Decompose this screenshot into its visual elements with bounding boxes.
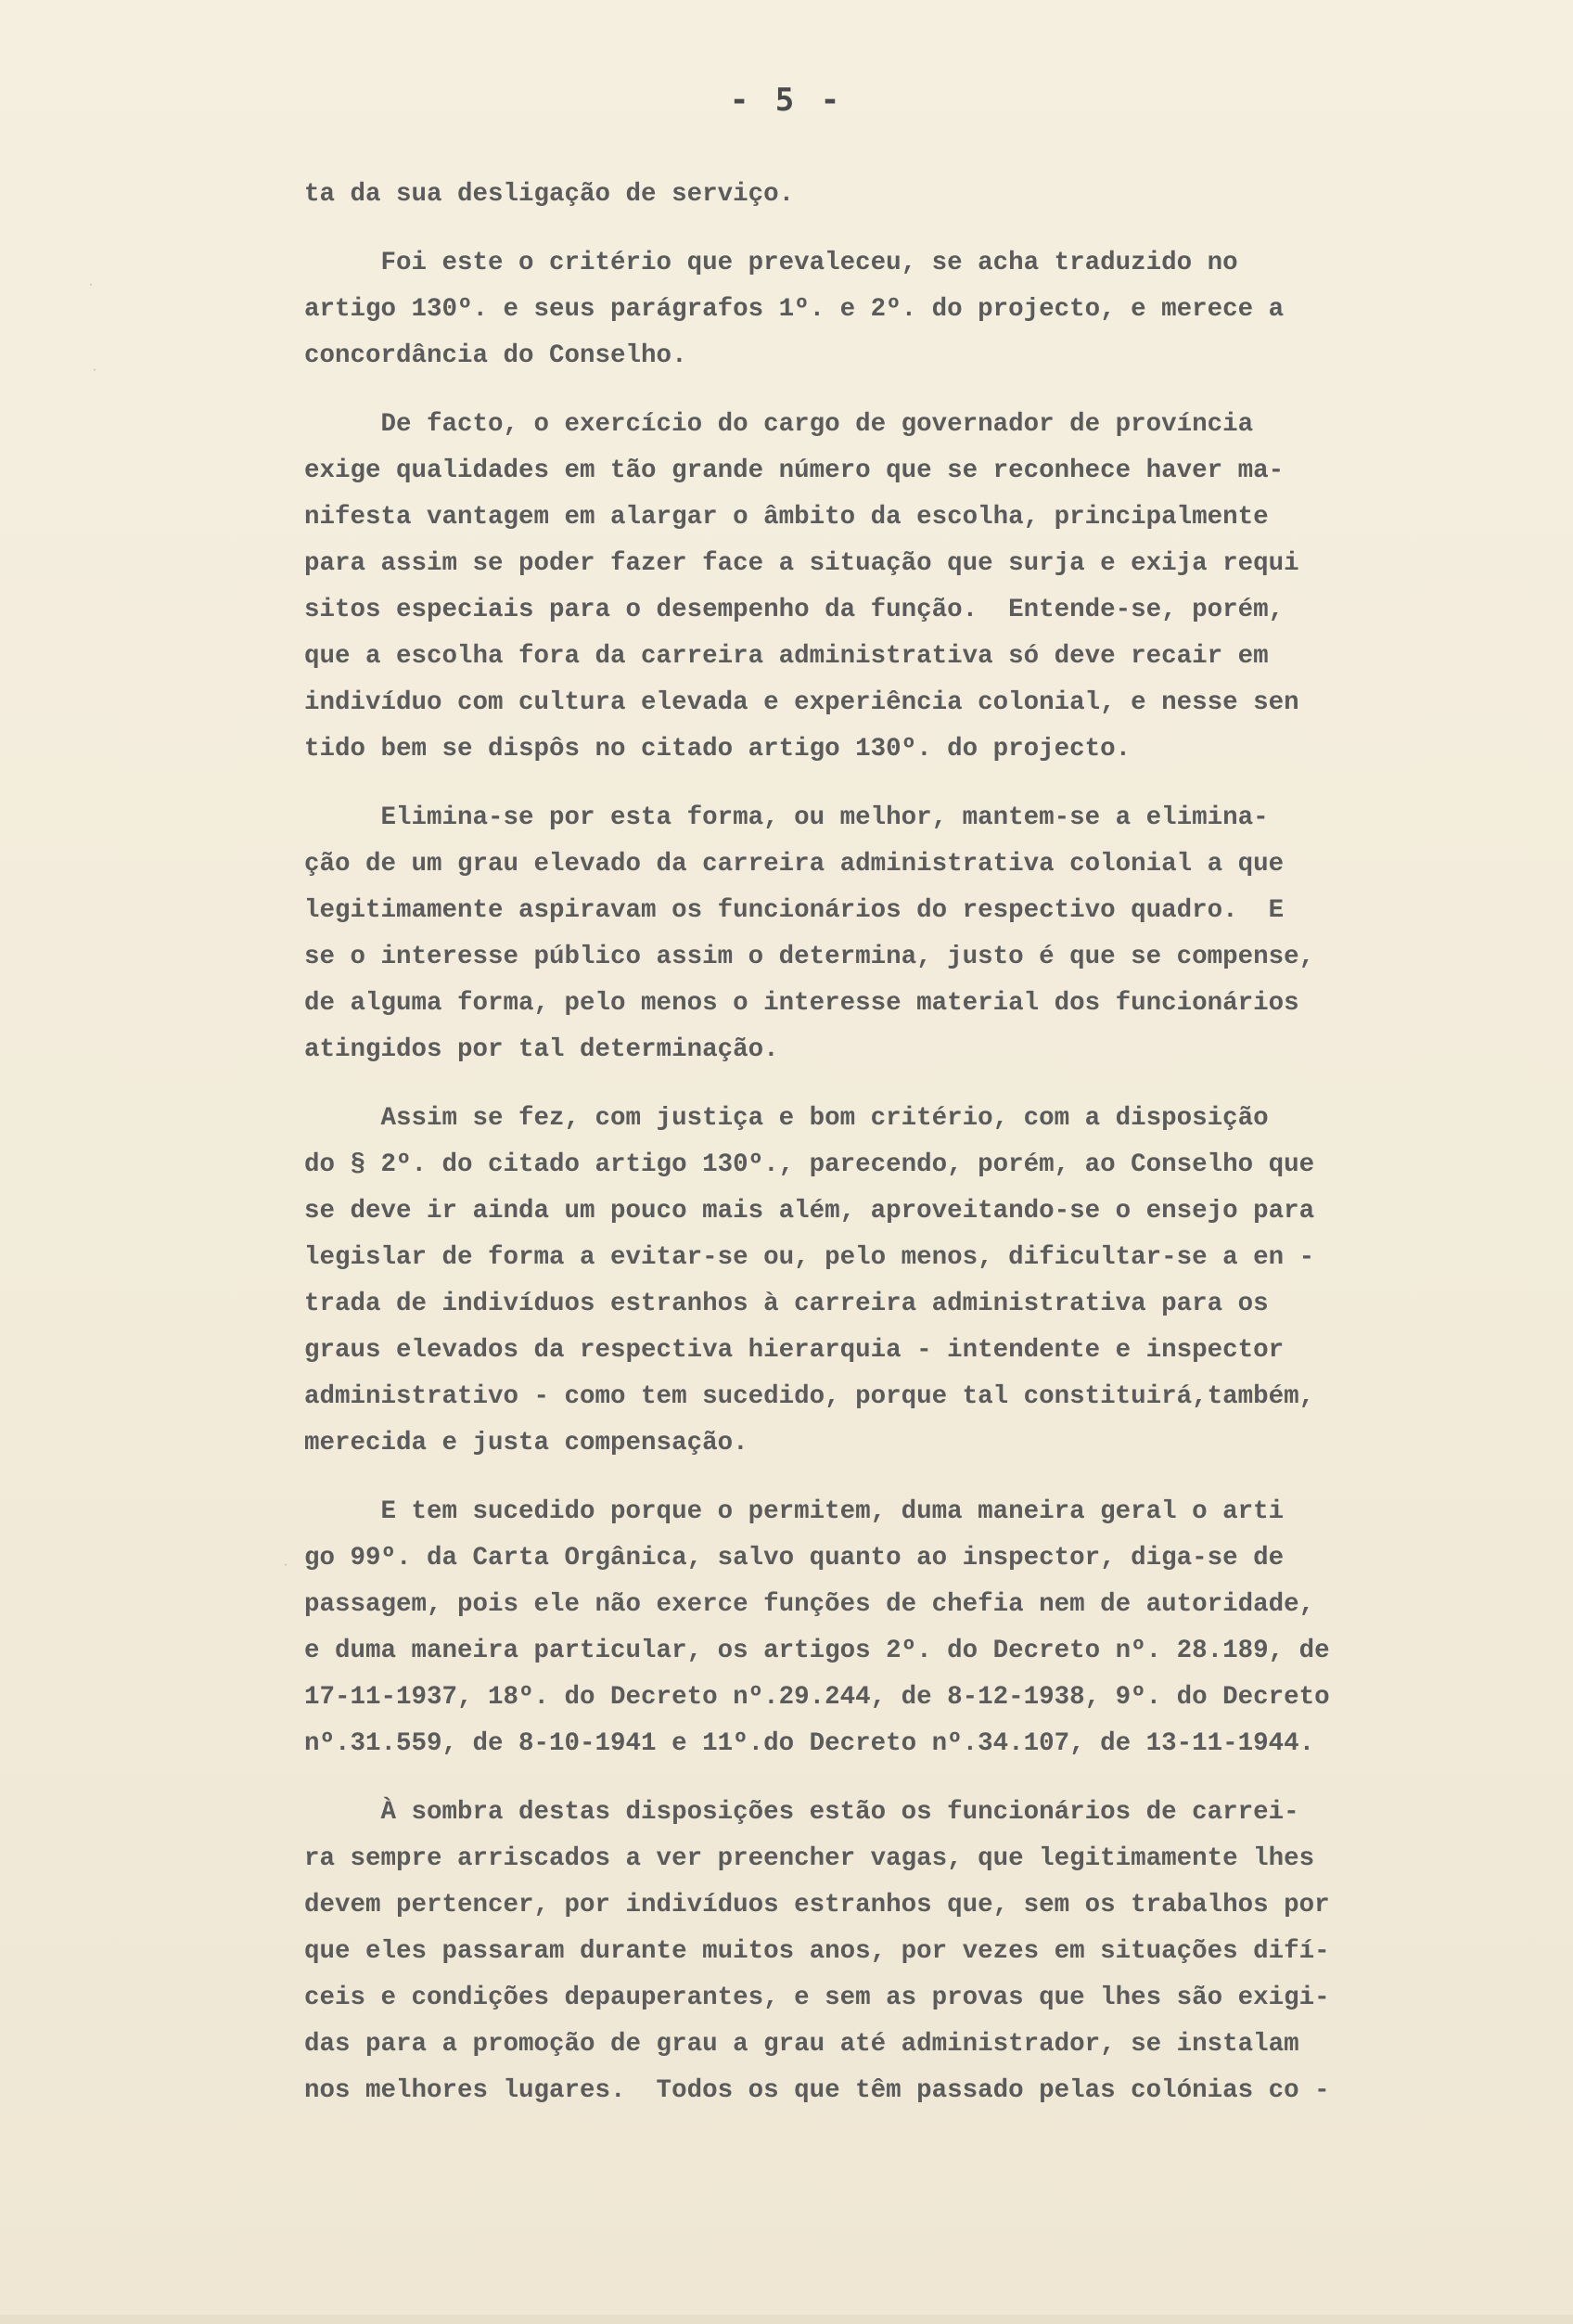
text-line: trada de indivíduos estranhos à carreira administrativa para os (304, 1290, 1269, 1318)
paragraph (304, 1790, 1547, 2114)
paragraph-gap (304, 218, 1547, 240)
text-line: concordância do Conselho. (304, 341, 687, 370)
text-line: merecida e justa compensação. (304, 1429, 748, 1457)
page-edge (0, 2315, 1573, 2324)
text-line: e duma maneira particular, os artigos 2º. do Decreto nº. 28.189, de (304, 1637, 1330, 1665)
text-line: artigo 130º. e seus parágrafos 1º. e 2º. do projecto, e merece a (304, 295, 1285, 324)
text-line: ceis e condições depauperantes, e sem as provas que lhes são exigi- (304, 1984, 1330, 2012)
document-body (304, 172, 1547, 2114)
text-line: que eles passaram durante muitos anos, por vezes em situações difí- (304, 1937, 1330, 1966)
text-line: E tem sucedido porque o permitem, duma maneira geral o arti (304, 1497, 1285, 1526)
margin-speck: · (93, 364, 96, 377)
text-line: nos melhores lugares. Todos os que têm passado pelas colónias co - (304, 2076, 1330, 2105)
text-line: graus elevados da respectiva hierarquia - intendente e inspector (304, 1336, 1285, 1365)
paragraph-gap (304, 773, 1547, 795)
paragraph-gap (304, 1467, 1547, 1489)
text-line: ta da sua desligação de serviço. (304, 180, 795, 209)
text-line: Assim se fez, com justiça e bom critério, com a disposição (304, 1104, 1269, 1133)
text-line: se o interesse público assim o determina, justo é que se compense, (304, 943, 1315, 971)
paragraph-gap (304, 1073, 1547, 1096)
paragraph-gap (304, 1767, 1547, 1790)
text-line: tido bem se dispôs no citado artigo 130º. do projecto. (304, 735, 1132, 764)
text-line: indivíduo com cultura elevada e experiência colonial, e nesse sen (304, 688, 1299, 717)
text-line: devem pertencer, por indivíduos estranhos que, sem os trabalhos por (304, 1891, 1330, 1920)
text-line: exige qualidades em tão grande número que se reconhece haver ma- (304, 456, 1285, 485)
text-line: ção de um grau elevado da carreira administrativa colonial a que (304, 850, 1285, 879)
text-line: ra sempre arriscados a ver preencher vagas, que legitimamente lhes (304, 1844, 1315, 1873)
text-line: se deve ir ainda um pouco mais além, aproveitando-se o ensejo para (304, 1197, 1315, 1226)
text-line: De facto, o exercício do cargo de governador de província (304, 410, 1254, 439)
text-line: Foi este o critério que prevaleceu, se acha traduzido no (304, 249, 1238, 277)
text-line: 17-11-1937, 18º. do Decreto nº.29.244, de 8-12-1938, 9º. do Decreto (304, 1683, 1330, 1712)
text-line: nifesta vantagem em alargar o âmbito da escolha, principalmente (304, 503, 1269, 532)
text-line: legislar de forma a evitar-se ou, pelo menos, dificultar-se a en - (304, 1243, 1315, 1272)
paragraph (304, 1096, 1547, 1467)
text-line: Elimina-se por esta forma, ou melhor, mantem-se a elimina- (304, 803, 1269, 832)
text-line: que a escolha fora da carreira administrativa só deve recair em (304, 642, 1269, 671)
text-line: legitimamente aspiravam os funcionários do respectivo quadro. E (304, 896, 1285, 925)
paragraph (304, 1489, 1547, 1767)
text-line: das para a promoção de grau a grau até administrador, se instalam (304, 2030, 1299, 2059)
text-line: nº.31.559, de 8-10-1941 e 11º.do Decreto nº.34.107, de 13-11-1944. (304, 1729, 1315, 1758)
text-line: passagem, pois ele não exerce funções de chefia nem de autoridade, (304, 1590, 1315, 1619)
paragraph (304, 795, 1547, 1073)
paragraph (304, 172, 1547, 218)
text-line: atingidos por tal determinação. (304, 1035, 779, 1064)
margin-speck: · (89, 278, 93, 291)
margin-speck: · (284, 1559, 288, 1572)
text-line: À sombra destas disposições estão os funcionários de carrei- (304, 1798, 1299, 1827)
text-line: administrativo - como tem sucedido, porque tal constituirá,também, (304, 1382, 1315, 1411)
page-number: - 5 - (729, 82, 844, 119)
text-line: de alguma forma, pelo menos o interesse material dos funcionários (304, 989, 1299, 1018)
text-line: go 99º. da Carta Orgânica, salvo quanto ao inspector, diga-se de (304, 1544, 1285, 1573)
text-line: do § 2º. do citado artigo 130º., parecendo, porém, ao Conselho que (304, 1150, 1315, 1179)
paragraph-gap (304, 379, 1547, 402)
paragraph (304, 402, 1547, 773)
text-line: sitos especiais para o desempenho da função. Entende-se, porém, (304, 596, 1285, 624)
paragraph (304, 240, 1547, 379)
text-line: para assim se poder fazer face a situação que surja e exija requi (304, 549, 1299, 578)
